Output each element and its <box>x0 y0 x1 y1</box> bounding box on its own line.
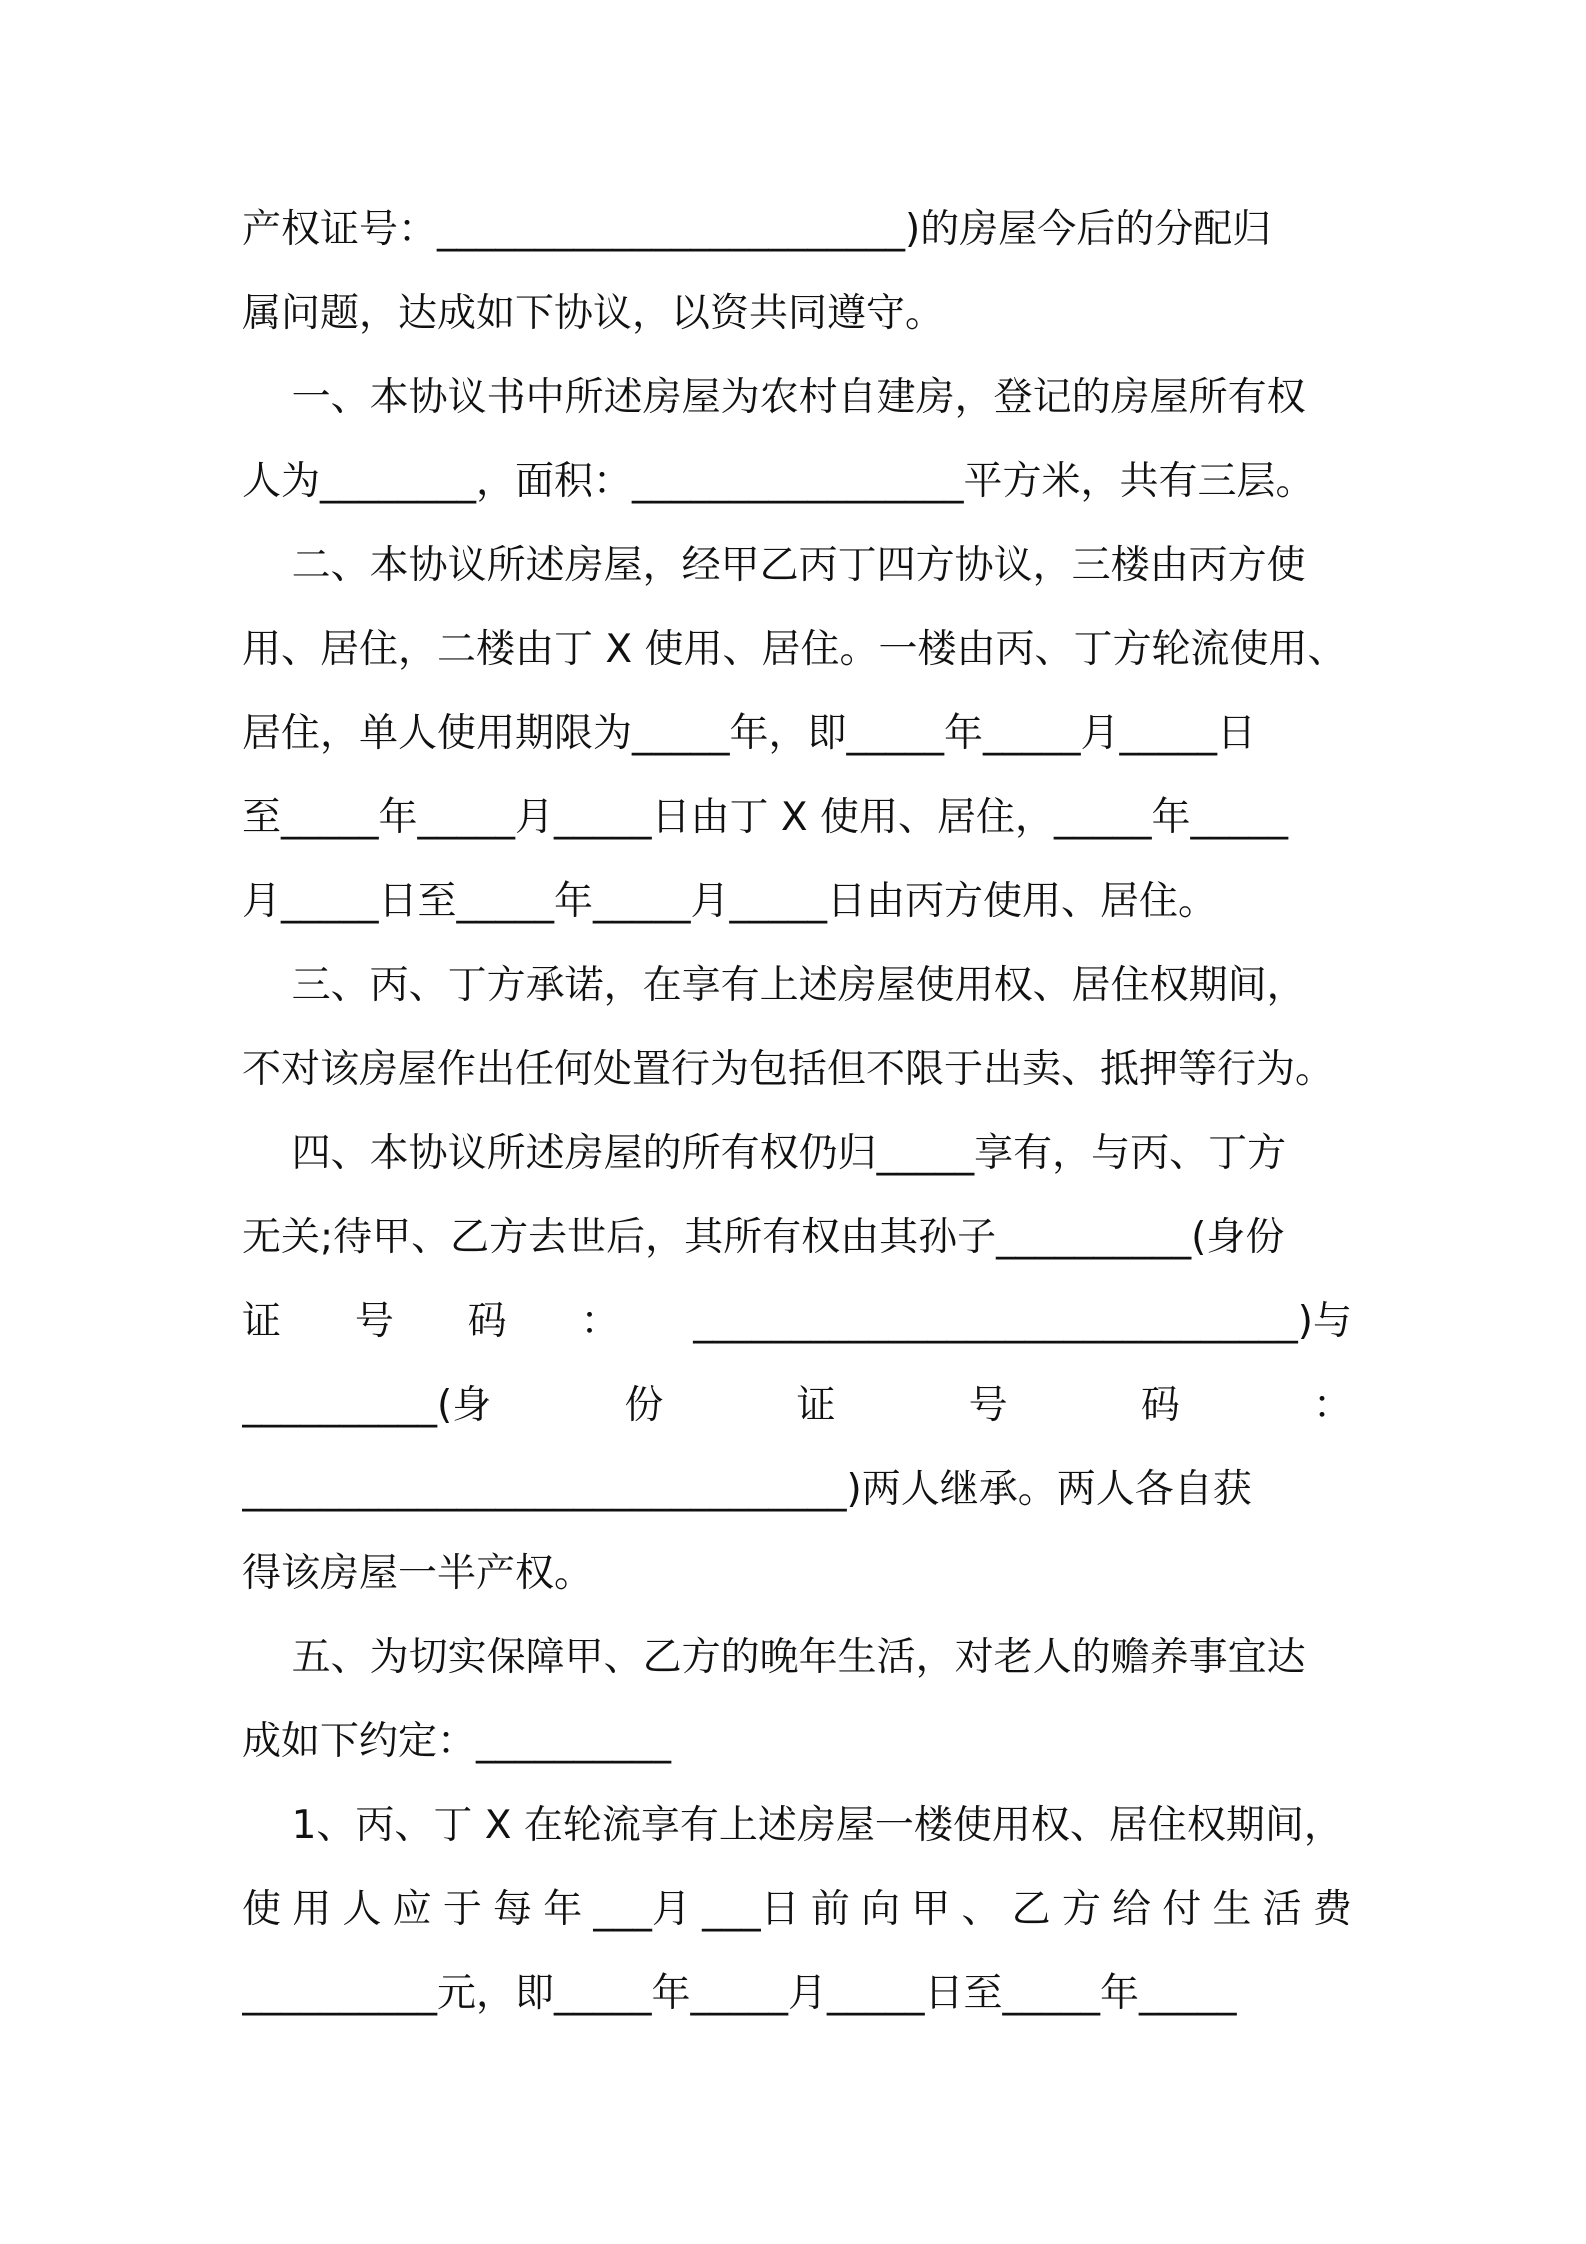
spread-char: 付 <box>1162 1887 1202 1932</box>
text-line: 用、居住，二楼由丁 X 使用、居住。一楼由丙、丁方轮流使用、 <box>242 627 1347 672</box>
text-line: 产权证号：________________________)的房屋今后的分配归 <box>242 207 1272 252</box>
spread-char: 证 <box>796 1383 836 1428</box>
text-line: __________元，即_____年_____月_____日至_____年_____ <box>242 1971 1237 2016</box>
spread-char: 年 <box>543 1887 583 1932</box>
text-line: 一、本协议书中所述房屋为农村自建房，登记的房屋所有权 <box>242 375 1306 420</box>
text-line: 成如下约定：__________ <box>242 1719 672 1764</box>
text-line: 至_____年_____月_____日由丁 X 使用、居住，_____年_____ <box>242 795 1289 840</box>
spread-char: 于 <box>442 1887 482 1932</box>
spread-char: ： <box>580 1299 620 1344</box>
spread-char: 甲 <box>911 1887 951 1932</box>
spread-char: 份 <box>624 1383 664 1428</box>
text-line: 五、为切实保障甲、乙方的晚年生活，对老人的赡养事宜达 <box>242 1635 1306 1680</box>
spread-char: 、 <box>961 1887 1001 1932</box>
spread-char: 给 <box>1112 1887 1152 1932</box>
text-line: 三、丙、丁方承诺，在享有上述房屋使用权、居住权期间， <box>242 963 1306 1008</box>
spread-char: 乙 <box>1011 1887 1051 1932</box>
payment-line <box>242 1868 1352 1952</box>
spread-char: 前 <box>810 1887 850 1932</box>
spread-char: ___月 <box>593 1887 691 1932</box>
spread-char: ___日 <box>702 1887 800 1932</box>
spread-char: 码 <box>467 1299 507 1344</box>
text-line: _______________________________)两人继承。两人各自获 <box>242 1467 1252 1512</box>
text-line: 得该房屋一半产权。 <box>242 1551 594 1596</box>
spread-char: _______________________________)与 <box>693 1299 1352 1344</box>
spread-char: __________(身 <box>242 1383 492 1428</box>
spread-char: 证 <box>242 1299 282 1344</box>
text-line: 人为________，面积：_________________平方米，共有三层。 <box>242 459 1315 504</box>
spread-char: 向 <box>861 1887 901 1932</box>
spread-char: 使 <box>242 1887 282 1932</box>
spread-char: 活 <box>1262 1887 1302 1932</box>
spread-char: 码 <box>1140 1383 1180 1428</box>
spread-char: 号 <box>354 1299 394 1344</box>
spread-char: 费 <box>1312 1887 1352 1932</box>
id-number-line-1 <box>242 1280 1352 1364</box>
text-line: 属问题，达成如下协议，以资共同遵守。 <box>242 291 945 336</box>
text-line: 无关;待甲、乙方去世后，其所有权由其孙子__________(身份 <box>242 1215 1285 1260</box>
spread-char: 用 <box>292 1887 332 1932</box>
text-line: 1、丙、丁 X 在轮流享有上述房屋一楼使用权、居住权期间， <box>242 1803 1343 1848</box>
text-line: 四、本协议所述房屋的所有权仍归_____享有，与丙、丁方 <box>242 1131 1287 1176</box>
spread-char: ： <box>1312 1383 1352 1428</box>
text-line: 不对该房屋作出任何处置行为包括但不限于出卖、抵押等行为。 <box>242 1047 1335 1092</box>
spread-char: 应 <box>392 1887 432 1932</box>
id-number-line-2 <box>242 1364 1352 1448</box>
text-line: 居住，单人使用期限为_____年，即_____年_____月_____日 <box>242 711 1257 756</box>
spread-char: 人 <box>342 1887 382 1932</box>
spread-char: 每 <box>493 1887 533 1932</box>
spread-char: 号 <box>968 1383 1008 1428</box>
spread-char: 方 <box>1061 1887 1101 1932</box>
text-line: 二、本协议所述房屋，经甲乙丙丁四方协议，三楼由丙方使 <box>242 543 1306 588</box>
spread-char: 生 <box>1212 1887 1252 1932</box>
text-line: 月_____日至_____年_____月_____日由丙方使用、居住。 <box>242 879 1218 924</box>
